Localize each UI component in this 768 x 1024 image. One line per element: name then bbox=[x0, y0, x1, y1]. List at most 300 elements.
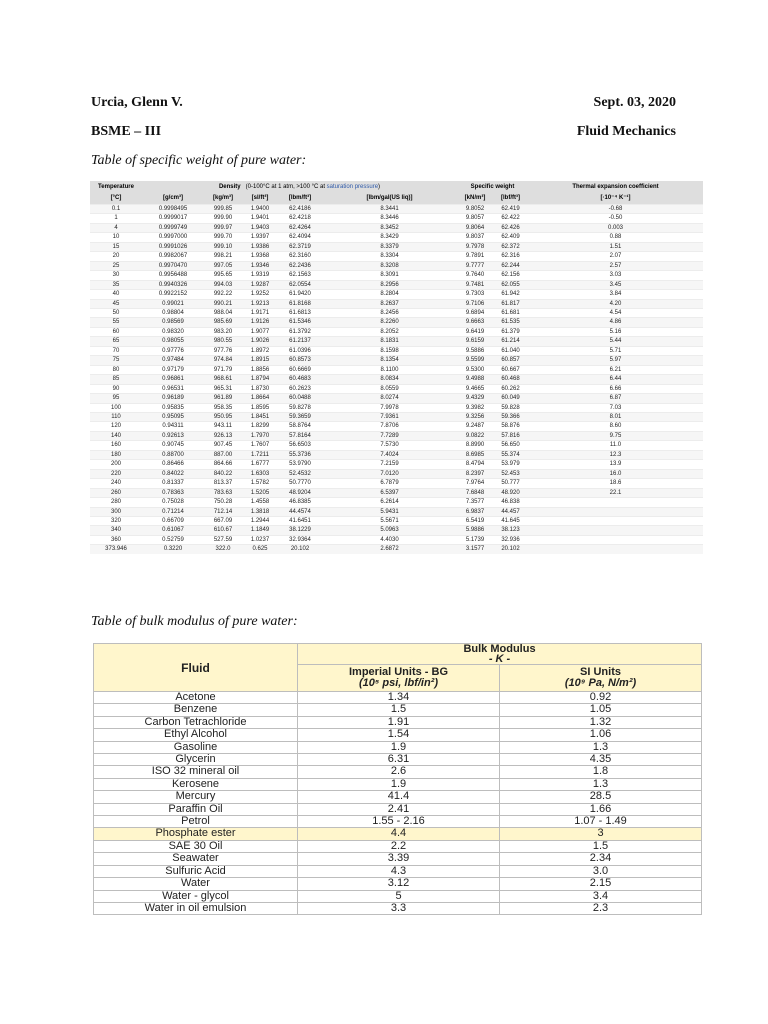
table-cell: 0.61067 bbox=[142, 526, 204, 535]
table-cell: 0.75028 bbox=[142, 498, 204, 507]
imperial-value-cell: 1.55 - 2.16 bbox=[298, 816, 500, 828]
table-cell: 58.8764 bbox=[278, 422, 322, 431]
unit-header: [·10⁻⁴ K⁻¹] bbox=[528, 193, 703, 205]
imperial-value-cell: 6.31 bbox=[298, 754, 500, 766]
si-value-cell: 1.05 bbox=[500, 704, 702, 716]
table-cell: 1.7211 bbox=[242, 450, 278, 459]
table-cell: 9.2487 bbox=[457, 422, 493, 431]
table-cell: 9.6894 bbox=[457, 308, 493, 317]
si-units: (10⁹ Pa, N/m²) bbox=[564, 677, 637, 689]
table-cell: 61.214 bbox=[493, 337, 528, 346]
density-condition: (0-100°C at 1 atm, >100 °C at bbox=[245, 184, 325, 190]
table-cell: 8.2804 bbox=[322, 290, 457, 299]
fluid-name-cell: Gasoline bbox=[94, 741, 298, 753]
table-row bbox=[90, 318, 703, 327]
table-cell: 62.4264 bbox=[278, 223, 322, 232]
table-cell: 0.86466 bbox=[142, 460, 204, 469]
table-cell: 6.5397 bbox=[322, 488, 457, 497]
table-cell: 41.645 bbox=[493, 516, 528, 525]
imperial-value-cell: 1.9 bbox=[298, 741, 500, 753]
table-cell: 1.9171 bbox=[242, 308, 278, 317]
table-cell: 0.88 bbox=[528, 233, 703, 242]
table-cell: 0.9956488 bbox=[142, 271, 204, 280]
table-cell: 1.5782 bbox=[242, 479, 278, 488]
table-cell: 8.2260 bbox=[322, 318, 457, 327]
table-cell: 9.4988 bbox=[457, 375, 493, 384]
imperial-value-cell: 1.54 bbox=[298, 729, 500, 741]
subject-title: Fluid Mechanics bbox=[576, 124, 676, 139]
table-cell: 0.9999749 bbox=[142, 223, 204, 232]
table-cell: 6.2614 bbox=[322, 498, 457, 507]
table-row bbox=[90, 356, 703, 365]
table-cell: 9.7640 bbox=[457, 271, 493, 280]
imperial-value-cell: 3.12 bbox=[298, 878, 500, 890]
table-cell: 61.535 bbox=[493, 318, 528, 327]
table-cell: 1.2944 bbox=[242, 516, 278, 525]
unit-header: [g/cm³] bbox=[142, 193, 204, 205]
table-cell: 1.8664 bbox=[242, 394, 278, 403]
imperial-value-cell: 1.91 bbox=[298, 716, 500, 728]
table-cell: 9.5886 bbox=[457, 346, 493, 355]
density-label: Density bbox=[218, 184, 241, 190]
table-cell: 0.9922152 bbox=[142, 290, 204, 299]
table-cell: -0.68 bbox=[528, 205, 703, 214]
si-value-cell: 1.3 bbox=[500, 778, 702, 790]
table-cell: 0.98055 bbox=[142, 337, 204, 346]
table-cell: 0.78363 bbox=[142, 488, 204, 497]
table-cell: 999.90 bbox=[204, 214, 242, 223]
table-cell: 9.6419 bbox=[457, 327, 493, 336]
table-cell: 999.70 bbox=[204, 233, 242, 242]
table-cell bbox=[528, 516, 703, 525]
fluid-name-cell: Water in oil emulsion bbox=[94, 902, 298, 914]
table-cell: 6.9837 bbox=[457, 507, 493, 516]
si-value-cell: 1.06 bbox=[500, 729, 702, 741]
table-cell: 20.102 bbox=[493, 545, 528, 554]
table-cell: 8.2456 bbox=[322, 308, 457, 317]
table-cell: 2.6872 bbox=[322, 545, 457, 554]
table-cell: 0.9999017 bbox=[142, 214, 204, 223]
table-row bbox=[94, 902, 702, 914]
table-row bbox=[90, 469, 703, 478]
table-cell: 907.45 bbox=[204, 441, 242, 450]
table-cell: 48.920 bbox=[493, 488, 528, 497]
table-cell: 32.936 bbox=[493, 535, 528, 544]
table-row bbox=[90, 271, 703, 280]
table-row bbox=[90, 308, 703, 317]
si-value-cell: 2.3 bbox=[500, 902, 702, 914]
table-row bbox=[90, 299, 703, 308]
table-cell: 7.5730 bbox=[322, 441, 457, 450]
table-cell: 0.9991026 bbox=[142, 242, 204, 251]
table-cell: 667.09 bbox=[204, 516, 242, 525]
table-cell: 56.650 bbox=[493, 441, 528, 450]
table-cell: 32.9364 bbox=[278, 535, 322, 544]
imperial-value-cell: 1.34 bbox=[298, 692, 500, 704]
table-cell: 45 bbox=[90, 299, 142, 308]
fluid-name-cell: Acetone bbox=[94, 692, 298, 704]
table-cell: 9.75 bbox=[528, 431, 703, 440]
table-row bbox=[94, 803, 702, 815]
table-cell: 9.8037 bbox=[457, 233, 493, 242]
table-cell: 1.9252 bbox=[242, 290, 278, 299]
unit-header: [°C] bbox=[90, 193, 142, 205]
table-cell: 0.96861 bbox=[142, 375, 204, 384]
si-value-cell: 1.5 bbox=[500, 840, 702, 852]
table-cell: 1.8299 bbox=[242, 422, 278, 431]
table-cell: 5.44 bbox=[528, 337, 703, 346]
fluid-name-cell: Paraffin Oil bbox=[94, 803, 298, 815]
table-cell: 75 bbox=[90, 356, 142, 365]
table-cell: 995.65 bbox=[204, 271, 242, 280]
table-cell: 60.857 bbox=[493, 356, 528, 365]
table-cell: 8.0559 bbox=[322, 384, 457, 393]
table-cell: 60.2623 bbox=[278, 384, 322, 393]
table-cell: 8.3446 bbox=[322, 214, 457, 223]
table-row bbox=[90, 280, 703, 289]
imperial-value-cell: 3.39 bbox=[298, 853, 500, 865]
table-cell: 1.9346 bbox=[242, 261, 278, 270]
imperial-value-cell: 4.4 bbox=[298, 828, 500, 840]
table-cell: 4 bbox=[90, 223, 142, 232]
fluid-name-cell: Seawater bbox=[94, 853, 298, 865]
table-cell: 61.2137 bbox=[278, 337, 322, 346]
table-cell: 840.22 bbox=[204, 469, 242, 478]
fluid-name-cell: Sulfuric Acid bbox=[94, 865, 298, 877]
unit-header: [kN/m³] bbox=[457, 193, 493, 205]
table-row bbox=[90, 394, 703, 403]
table-row bbox=[90, 223, 703, 232]
fluid-name-cell: Glycerin bbox=[94, 754, 298, 766]
table-cell: 58.876 bbox=[493, 422, 528, 431]
table-cell: 3.1577 bbox=[457, 545, 493, 554]
table-cell: 48.9204 bbox=[278, 488, 322, 497]
table-cell: 9.0822 bbox=[457, 431, 493, 440]
student-name: Urcia, Glenn V. bbox=[91, 95, 183, 110]
table-cell: 0.9940326 bbox=[142, 280, 204, 289]
table-row bbox=[90, 545, 703, 554]
imperial-value-cell: 5 bbox=[298, 890, 500, 902]
table-cell: 7.6848 bbox=[457, 488, 493, 497]
unit-header: [lbf/ft³] bbox=[493, 193, 528, 205]
table1-units-row bbox=[90, 193, 703, 205]
table-row bbox=[94, 716, 702, 728]
table-row bbox=[90, 431, 703, 440]
table-row bbox=[94, 692, 702, 704]
table-row bbox=[90, 498, 703, 507]
table-row bbox=[90, 403, 703, 412]
si-value-cell: 3.4 bbox=[500, 890, 702, 902]
table-row bbox=[94, 741, 702, 753]
table-cell: 38.123 bbox=[493, 526, 528, 535]
table-cell: 8.2052 bbox=[322, 327, 457, 336]
table-row bbox=[90, 460, 703, 469]
table-row bbox=[94, 778, 702, 790]
table-cell bbox=[528, 545, 703, 554]
table-cell: 5.1739 bbox=[457, 535, 493, 544]
fluid-header: Fluid bbox=[94, 644, 298, 692]
table-row bbox=[90, 535, 703, 544]
table-row bbox=[94, 840, 702, 852]
table-row bbox=[90, 327, 703, 336]
table-cell: 25 bbox=[90, 261, 142, 270]
temperature-header: Temperature bbox=[90, 181, 142, 193]
table-cell: 7.9978 bbox=[322, 403, 457, 412]
table-cell: 8.1354 bbox=[322, 356, 457, 365]
table-cell: 1.8972 bbox=[242, 346, 278, 355]
table-cell: 52.4532 bbox=[278, 469, 322, 478]
table-cell: 7.9361 bbox=[322, 412, 457, 421]
table-cell: 1 bbox=[90, 214, 142, 223]
table-cell: 60.0488 bbox=[278, 394, 322, 403]
saturation-pressure-link[interactable]: saturation pressure bbox=[326, 184, 379, 190]
table-cell: 62.2436 bbox=[278, 261, 322, 270]
table-cell: 5.9886 bbox=[457, 526, 493, 535]
table-cell bbox=[528, 535, 703, 544]
table-cell: 1.9401 bbox=[242, 214, 278, 223]
table-cell: 62.4094 bbox=[278, 233, 322, 242]
table-cell: 50.777 bbox=[493, 479, 528, 488]
table-cell: 9.5300 bbox=[457, 365, 493, 374]
table-cell: 0.71214 bbox=[142, 507, 204, 516]
table-cell: 60 bbox=[90, 327, 142, 336]
unit-header: [sl/ft³] bbox=[242, 193, 278, 205]
table-cell: 1.9077 bbox=[242, 327, 278, 336]
table-cell: 340 bbox=[90, 526, 142, 535]
table-cell: 8.6985 bbox=[457, 450, 493, 459]
table-cell: 887.00 bbox=[204, 450, 242, 459]
table-cell: 999.97 bbox=[204, 223, 242, 232]
table-row bbox=[90, 450, 703, 459]
table-cell: 15 bbox=[90, 242, 142, 251]
table-cell: 4.54 bbox=[528, 308, 703, 317]
table-cell: 0.3220 bbox=[142, 545, 204, 554]
table-row bbox=[90, 526, 703, 535]
table-cell: 1.7607 bbox=[242, 441, 278, 450]
table-cell: 59.8278 bbox=[278, 403, 322, 412]
table1-body bbox=[90, 205, 703, 554]
table-cell: 50.7770 bbox=[278, 479, 322, 488]
table-cell: 926.13 bbox=[204, 431, 242, 440]
table-cell: 0.81337 bbox=[142, 479, 204, 488]
table-cell: 9.7891 bbox=[457, 252, 493, 261]
table-cell: 322.0 bbox=[204, 545, 242, 554]
table-cell: 0.96531 bbox=[142, 384, 204, 393]
table-row bbox=[94, 754, 702, 766]
table-cell: 8.2956 bbox=[322, 280, 457, 289]
table-cell: 1.3818 bbox=[242, 507, 278, 516]
table-cell: 5.9431 bbox=[322, 507, 457, 516]
fluid-name-cell: Petrol bbox=[94, 816, 298, 828]
table-cell: 9.8064 bbox=[457, 223, 493, 232]
table-cell: 783.63 bbox=[204, 488, 242, 497]
table-cell: 0.95095 bbox=[142, 412, 204, 421]
table-cell: 9.6663 bbox=[457, 318, 493, 327]
table-cell: 13.9 bbox=[528, 460, 703, 469]
si-value-cell: 3.0 bbox=[500, 865, 702, 877]
table-cell: 160 bbox=[90, 441, 142, 450]
table-cell: 53.9790 bbox=[278, 460, 322, 469]
table-cell: 10 bbox=[90, 233, 142, 242]
table-cell: 1.8915 bbox=[242, 356, 278, 365]
fluid-name-cell: Water bbox=[94, 878, 298, 890]
table-cell: 61.0396 bbox=[278, 346, 322, 355]
table-cell: 62.055 bbox=[493, 280, 528, 289]
table-row bbox=[90, 441, 703, 450]
table-row bbox=[94, 878, 702, 890]
table-cell: 1.9400 bbox=[242, 205, 278, 214]
table-cell: 1.6777 bbox=[242, 460, 278, 469]
table-cell: 7.7289 bbox=[322, 431, 457, 440]
table-cell: 60.667 bbox=[493, 365, 528, 374]
table-cell: 0.88700 bbox=[142, 450, 204, 459]
table-cell: 4.86 bbox=[528, 318, 703, 327]
table-cell: 8.01 bbox=[528, 412, 703, 421]
table-cell: 62.0554 bbox=[278, 280, 322, 289]
si-value-cell: 1.32 bbox=[500, 716, 702, 728]
table-cell: 9.8052 bbox=[457, 205, 493, 214]
table-row bbox=[90, 384, 703, 393]
table-cell: 62.244 bbox=[493, 261, 528, 270]
table-cell: 62.3160 bbox=[278, 252, 322, 261]
table-cell: 1.1849 bbox=[242, 526, 278, 535]
table-cell: 5.16 bbox=[528, 327, 703, 336]
table-cell: 1.5205 bbox=[242, 488, 278, 497]
si-value-cell: 4.35 bbox=[500, 754, 702, 766]
table-cell: 1.8856 bbox=[242, 365, 278, 374]
table-cell: 7.9764 bbox=[457, 479, 493, 488]
table-row bbox=[90, 242, 703, 251]
table-cell: 8.2637 bbox=[322, 299, 457, 308]
table-cell: 56.6503 bbox=[278, 441, 322, 450]
table-cell: 994.03 bbox=[204, 280, 242, 289]
table-cell: 0.97776 bbox=[142, 346, 204, 355]
table-cell: 6.44 bbox=[528, 375, 703, 384]
table-row bbox=[90, 252, 703, 261]
table-cell: 30 bbox=[90, 271, 142, 280]
si-value-cell: 1.66 bbox=[500, 803, 702, 815]
si-units-header bbox=[500, 665, 702, 692]
table-cell: 57.8164 bbox=[278, 431, 322, 440]
program-year: BSME – III bbox=[91, 124, 162, 139]
table-cell: 55.3736 bbox=[278, 450, 322, 459]
table-cell: 1.7970 bbox=[242, 431, 278, 440]
table-cell: 61.9420 bbox=[278, 290, 322, 299]
table-cell: 61.8168 bbox=[278, 299, 322, 308]
table-cell: 9.7481 bbox=[457, 280, 493, 289]
table-cell: 1.8451 bbox=[242, 412, 278, 421]
table-cell: 971.79 bbox=[204, 365, 242, 374]
table-cell: 62.426 bbox=[493, 223, 528, 232]
table-row bbox=[94, 791, 702, 803]
table-cell: 1.9397 bbox=[242, 233, 278, 242]
table-cell: 5.97 bbox=[528, 356, 703, 365]
table-cell: 985.69 bbox=[204, 318, 242, 327]
table-cell: 61.3792 bbox=[278, 327, 322, 336]
table-cell: 62.3719 bbox=[278, 242, 322, 251]
si-value-cell: 2.15 bbox=[500, 878, 702, 890]
table-cell: 360 bbox=[90, 535, 142, 544]
table-cell bbox=[528, 498, 703, 507]
table-cell: 8.3208 bbox=[322, 261, 457, 270]
table-cell: 1.9386 bbox=[242, 242, 278, 251]
table-cell: 2.57 bbox=[528, 261, 703, 270]
table-cell: 100 bbox=[90, 403, 142, 412]
table-cell: 712.14 bbox=[204, 507, 242, 516]
specific-weight-table bbox=[90, 181, 703, 554]
table-cell: 998.21 bbox=[204, 252, 242, 261]
table-cell: 320 bbox=[90, 516, 142, 525]
table-cell: 4.20 bbox=[528, 299, 703, 308]
table-cell: 0.96189 bbox=[142, 394, 204, 403]
table-cell: 6.21 bbox=[528, 365, 703, 374]
table-cell: 8.3429 bbox=[322, 233, 457, 242]
table-row bbox=[90, 365, 703, 374]
table-cell: 9.3256 bbox=[457, 412, 493, 421]
table-cell: 6.87 bbox=[528, 394, 703, 403]
table-cell: 0.98569 bbox=[142, 318, 204, 327]
table-row bbox=[94, 890, 702, 902]
table-cell: 8.4794 bbox=[457, 460, 493, 469]
table-cell: 527.59 bbox=[204, 535, 242, 544]
table-cell: 3.03 bbox=[528, 271, 703, 280]
table-cell: 62.372 bbox=[493, 242, 528, 251]
table-cell: 59.3659 bbox=[278, 412, 322, 421]
density-header bbox=[142, 181, 457, 193]
table-cell: 9.3982 bbox=[457, 403, 493, 412]
table-cell: 61.942 bbox=[493, 290, 528, 299]
table-cell: 70 bbox=[90, 346, 142, 355]
table-cell: 8.3379 bbox=[322, 242, 457, 251]
table-cell: 7.0120 bbox=[322, 469, 457, 478]
table-cell: 0.98320 bbox=[142, 327, 204, 336]
table-cell: 140 bbox=[90, 431, 142, 440]
table-cell: -0.50 bbox=[528, 214, 703, 223]
table-cell: 61.379 bbox=[493, 327, 528, 336]
table-cell: 55.374 bbox=[493, 450, 528, 459]
table-cell: 0.95835 bbox=[142, 403, 204, 412]
table-cell: 992.22 bbox=[204, 290, 242, 299]
table-cell: 999.85 bbox=[204, 205, 242, 214]
table-cell: 0.94311 bbox=[142, 422, 204, 431]
table-cell: 8.3091 bbox=[322, 271, 457, 280]
unit-header: [lbm/ft³] bbox=[278, 193, 322, 205]
table-cell: 8.1100 bbox=[322, 365, 457, 374]
table-cell: 7.2159 bbox=[322, 460, 457, 469]
table-cell: 0.90745 bbox=[142, 441, 204, 450]
imperial-title: Imperial Units - BG bbox=[348, 666, 449, 678]
table-cell: 62.4218 bbox=[278, 214, 322, 223]
table-cell: 53.979 bbox=[493, 460, 528, 469]
table-cell: 40 bbox=[90, 290, 142, 299]
table-cell: 0.1 bbox=[90, 205, 142, 214]
table-cell: 9.7303 bbox=[457, 290, 493, 299]
table-cell: 41.6451 bbox=[278, 516, 322, 525]
table-cell: 7.4024 bbox=[322, 450, 457, 459]
si-value-cell: 1.3 bbox=[500, 741, 702, 753]
table-cell: 240 bbox=[90, 479, 142, 488]
table-cell: 62.422 bbox=[493, 214, 528, 223]
table-cell: 1.51 bbox=[528, 242, 703, 251]
table-cell: 8.0834 bbox=[322, 375, 457, 384]
fluid-name-cell: Mercury bbox=[94, 791, 298, 803]
imperial-value-cell: 2.2 bbox=[298, 840, 500, 852]
table-cell: 16.0 bbox=[528, 469, 703, 478]
bulk-modulus-table bbox=[93, 643, 702, 915]
table-cell: 85 bbox=[90, 375, 142, 384]
table-cell: 968.61 bbox=[204, 375, 242, 384]
table-cell: 1.8794 bbox=[242, 375, 278, 384]
